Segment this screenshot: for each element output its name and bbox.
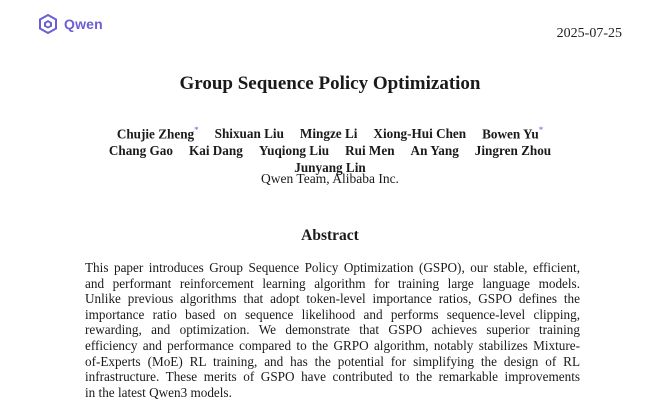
author-name	[117, 122, 199, 142]
abstract-body	[85, 260, 580, 400]
logo-text: Qwen	[64, 16, 103, 32]
author-row	[60, 142, 600, 159]
page-header	[0, 0, 660, 52]
abstract-heading: Abstract	[301, 227, 359, 244]
author-name-text: Jingren Zhou	[474, 143, 552, 159]
author-name-text: Mingze Li	[299, 126, 358, 142]
author-name	[215, 125, 284, 142]
qwen-logo	[38, 14, 103, 34]
affiliation: Qwen Team, Alibaba Inc.	[261, 171, 399, 186]
author-name-text: Yuqiong Liu	[258, 143, 330, 159]
author-name-text: Junyang Lin	[294, 160, 366, 176]
author-name	[345, 142, 394, 159]
author-name-text: An Yang	[410, 143, 459, 159]
author-name-text: Bowen Yu	[482, 126, 539, 142]
author-row	[60, 122, 600, 142]
abstract-line: in the latest Qwen3 models.	[85, 384, 232, 400]
equal-contribution-mark: *	[538, 125, 544, 135]
author-name	[475, 142, 551, 159]
author-name-text: Shixuan Liu	[214, 126, 284, 142]
abstract-line: importance ratio based on sequence likelihood and performs sequence-level clipping,	[85, 306, 580, 322]
abstract-line: of-Experts (MoE) RL training, and has the potential for simplifying the design of RL	[85, 353, 580, 369]
paper-title: Group Sequence Policy Optimization	[179, 73, 481, 94]
author-name	[411, 142, 459, 159]
author-name	[259, 142, 329, 159]
author-list	[60, 122, 600, 176]
publication-date: 2025-07-25	[556, 26, 622, 41]
author-name	[482, 122, 543, 142]
abstract-line: Unlike previous algorithms that adopt token-level importance ratios, GSPO defines the	[85, 291, 580, 307]
author-name	[300, 125, 358, 142]
author-name	[109, 142, 173, 159]
abstract-line: and performant reinforcement learning algorithm for training large language models.	[85, 275, 580, 291]
qwen-logo-icon	[38, 14, 58, 34]
author-name-text: Chujie Zheng	[116, 126, 195, 142]
author-name-text: Rui Men	[345, 143, 395, 159]
author-name-text: Chang Gao	[108, 143, 173, 159]
author-name-text: Xiong-Hui Chen	[373, 126, 467, 142]
abstract-line: infrastructure. These merits of GSPO have contributed to the remarkable improvements	[85, 369, 580, 385]
abstract-line: efficiency and performance compared to the GRPO algorithm, notably stabilizes Mixture-	[85, 337, 580, 353]
author-name	[373, 125, 466, 142]
abstract-line: rewarding, and optimization. We demonstrate that GSPO achieves superior training	[85, 322, 580, 338]
equal-contribution-mark: *	[194, 125, 199, 135]
author-name	[189, 142, 243, 159]
abstract-line: This paper introduces Group Sequence Policy Optimization (GSPO), our stable, efficient,	[85, 260, 580, 275]
author-name-text: Kai Dang	[188, 143, 243, 159]
